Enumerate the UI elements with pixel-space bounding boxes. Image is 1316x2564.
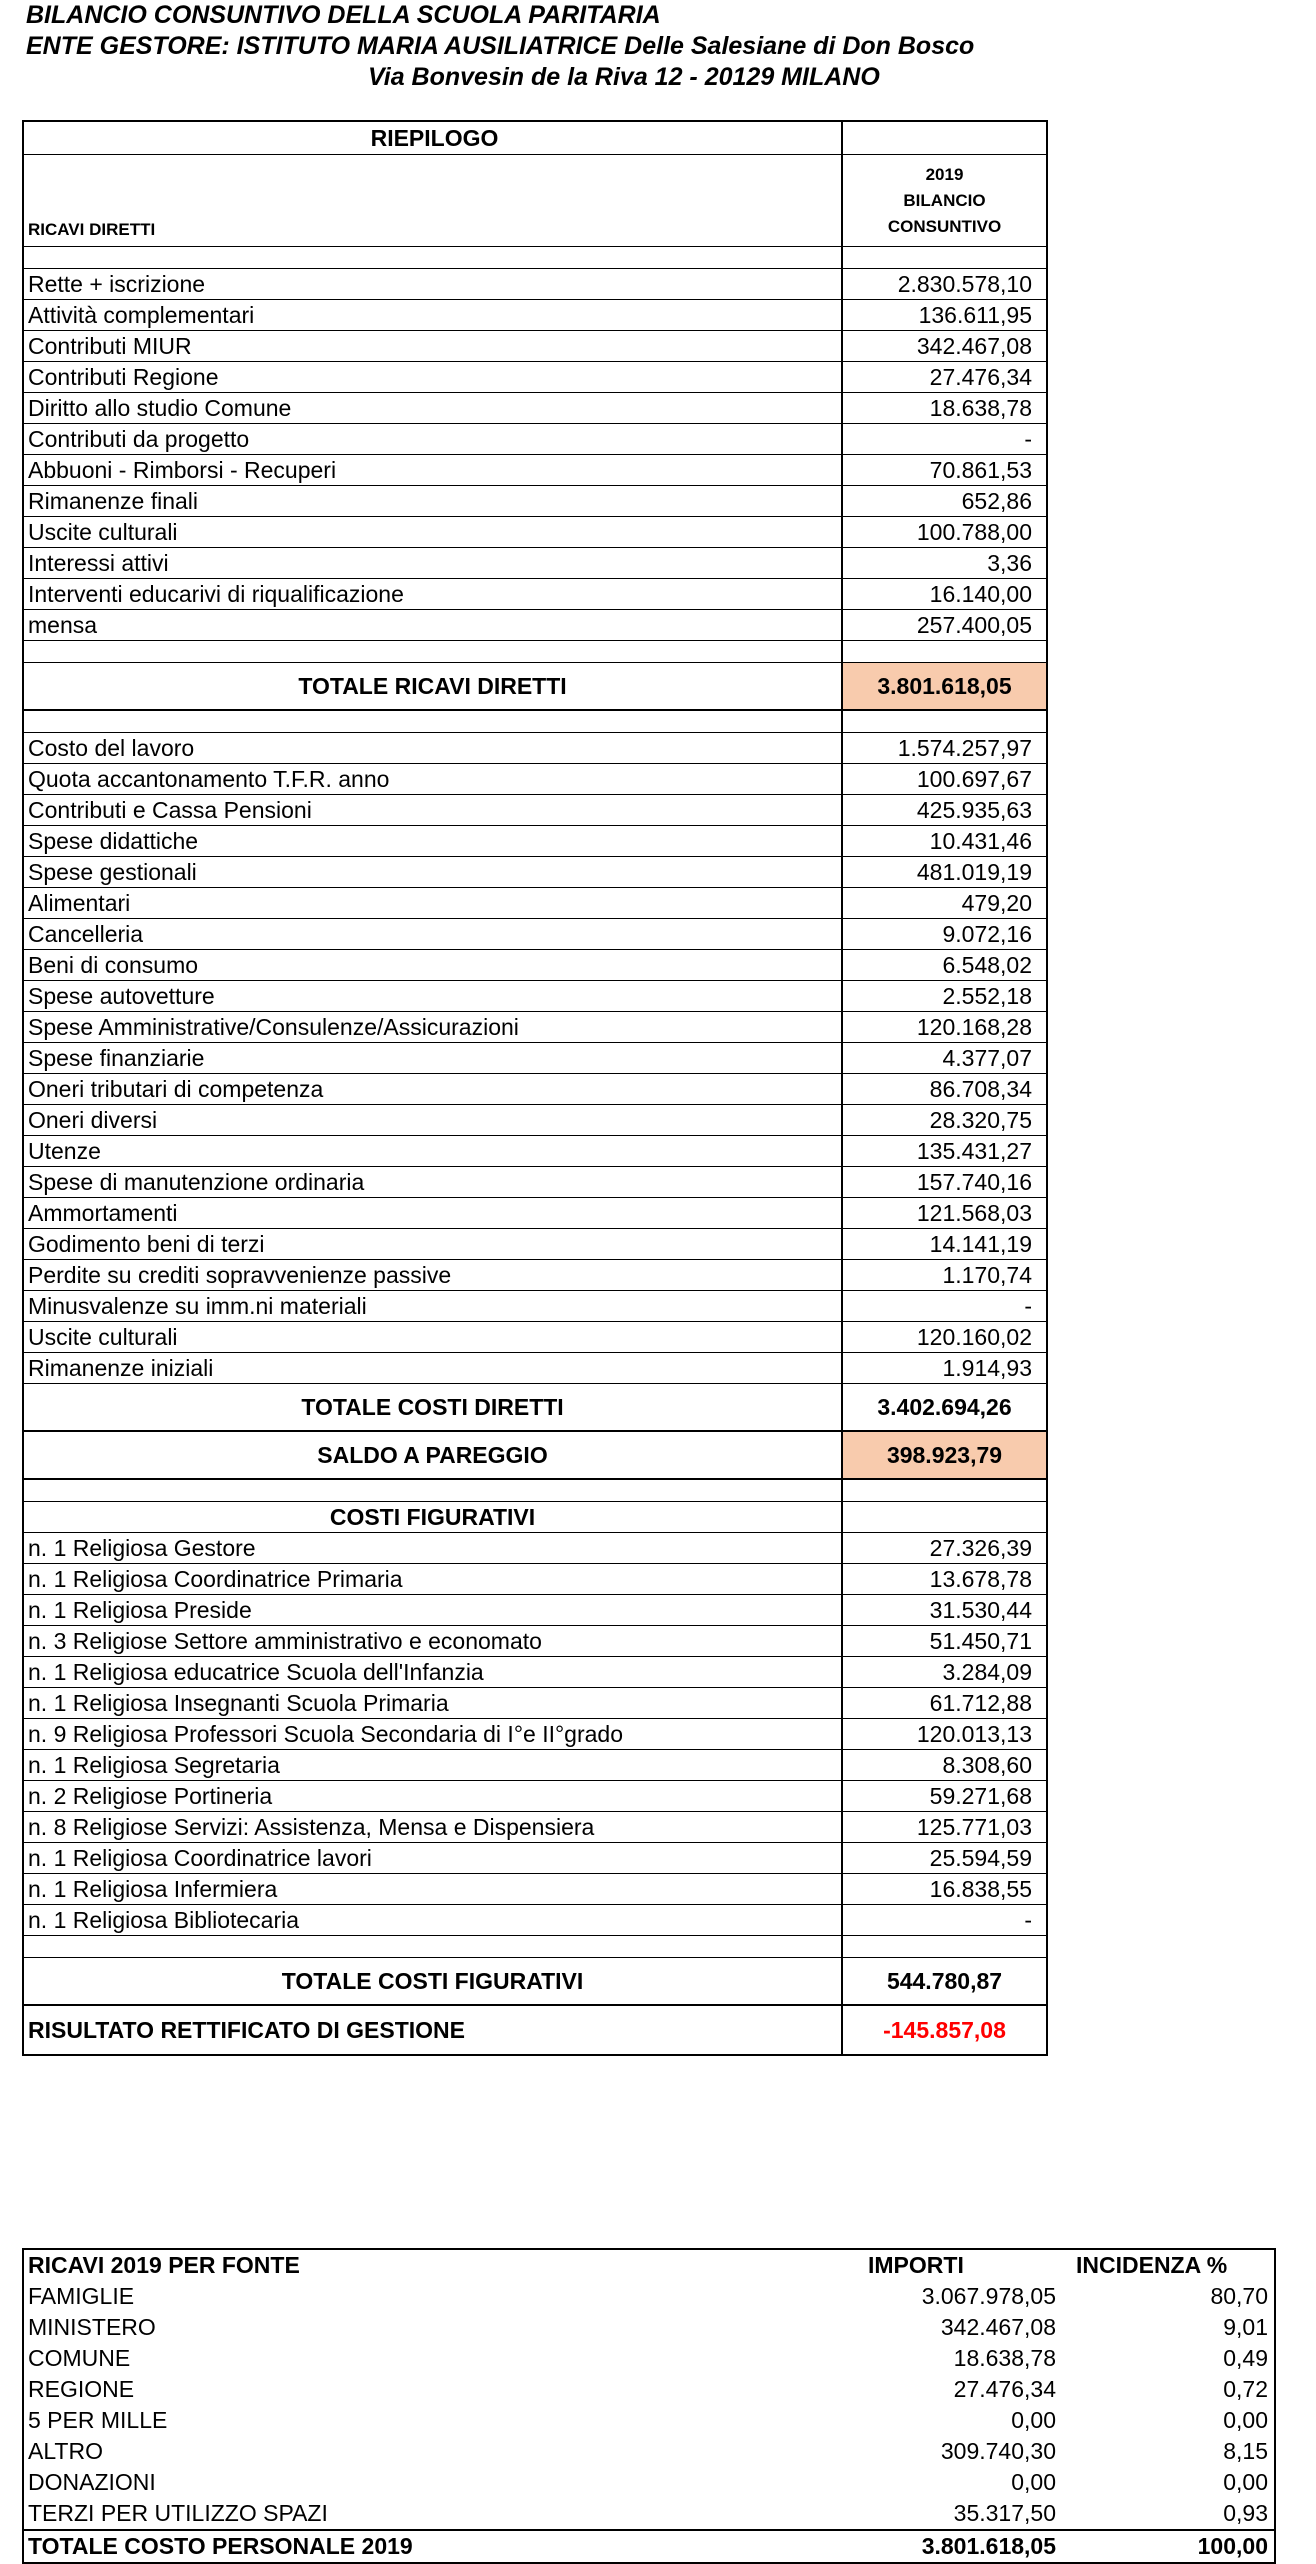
costi-row (24, 1198, 1046, 1229)
fonti-label: FAMIGLIE (28, 2283, 135, 2309)
bilancio-label: BILANCIO (903, 190, 986, 210)
fonti-importo: 342.467,08 (940, 2314, 1056, 2340)
figurativi-row-value: 8.308,60 (942, 1751, 1032, 1778)
ricavi-section (24, 269, 1046, 641)
ricavi-row (24, 610, 1046, 641)
totale-ricavi-label: TOTALE RICAVI DIRETTI (24, 663, 843, 709)
summary-title-row (24, 122, 1046, 155)
costi-row-label: Spese di manutenzione ordinaria (24, 1167, 843, 1197)
ricavi-row-label: Interessi attivi (24, 548, 843, 578)
costi-row-label: Quota accantonamento T.F.R. anno (24, 764, 843, 794)
figurativi-row-value: 13.678,78 (929, 1565, 1032, 1592)
ricavi-row (24, 424, 1046, 455)
incidenza-header: INCIDENZA % (1076, 2252, 1228, 2278)
costi-row-value: - (1024, 1292, 1032, 1319)
fonti-row (24, 2405, 1274, 2436)
costi-row-label: Spese finanziarie (24, 1043, 843, 1073)
ricavi-diretti-header: RICAVI DIRETTI (24, 155, 843, 246)
costi-row-label: Alimentari (24, 888, 843, 918)
fonti-row (24, 2343, 1274, 2374)
ricavi-row-value: 136.611,95 (918, 301, 1032, 328)
costi-row-value: 479,20 (961, 889, 1032, 916)
fonti-incidenza: 0,72 (1223, 2376, 1268, 2402)
costi-row-value: 1.170,74 (942, 1261, 1032, 1288)
costi-row (24, 919, 1046, 950)
costi-row-label: Spese autovetture (24, 981, 843, 1011)
costi-row (24, 795, 1046, 826)
figurativi-row (24, 1719, 1046, 1750)
figurativi-row-value: 59.271,68 (929, 1782, 1032, 1809)
risultato-value: -145.857,08 (883, 2016, 1006, 2043)
figurativi-row-value: - (1024, 1906, 1032, 1933)
figurativi-row-value: 31.530,44 (929, 1596, 1032, 1623)
ricavi-row-label: Diritto allo studio Comune (24, 393, 843, 423)
figurativi-row-label: n. 1 Religiosa educatrice Scuola dell'Infanzia (24, 1657, 843, 1687)
figurativi-row-label: n. 1 Religiosa Coordinatrice lavori (24, 1843, 843, 1873)
ricavi-row-label: Contributi Regione (24, 362, 843, 392)
saldo-label: SALDO A PAREGGIO (24, 1432, 843, 1478)
fonti-label: 5 PER MILLE (28, 2407, 168, 2433)
figurativi-row (24, 1564, 1046, 1595)
entity-address: Via Bonvesin de la Riva 12 - 20129 MILANO (368, 63, 880, 91)
ricavi-row-value: - (1024, 425, 1032, 452)
costi-row-value: 1.914,93 (942, 1354, 1032, 1381)
costi-row-value: 14.141,19 (929, 1230, 1032, 1257)
figurativi-row-label: n. 1 Religiosa Coordinatrice Primaria (24, 1564, 843, 1594)
ricavi-row (24, 300, 1046, 331)
costi-row-value: 120.168,28 (916, 1013, 1032, 1040)
fonti-row (24, 2374, 1274, 2405)
fonti-incidenza: 0,93 (1223, 2500, 1268, 2526)
figurativi-row (24, 1626, 1046, 1657)
costi-row (24, 1353, 1046, 1384)
fonti-rows (24, 2281, 1274, 2529)
fonti-importo: 3.067.978,05 (921, 2283, 1056, 2309)
figurativi-row-label: n. 1 Religiosa Insegnanti Scuola Primaria (24, 1688, 843, 1718)
costi-row-value: 10.431,46 (929, 827, 1032, 854)
costi-row-value: 1.574.257,97 (897, 734, 1032, 761)
fonti-row (24, 2436, 1274, 2467)
figurativi-row-value: 27.326,39 (929, 1534, 1032, 1561)
totale-figurativi-label: TOTALE COSTI FIGURATIVI (24, 1958, 843, 2004)
ricavi-row-label: Contributi da progetto (24, 424, 843, 454)
figurativi-row-label: n. 1 Religiosa Bibliotecaria (24, 1905, 843, 1935)
figurativi-row-label: n. 1 Religiosa Preside (24, 1595, 843, 1625)
costi-row (24, 1291, 1046, 1322)
figurativi-row-value: 25.594,59 (929, 1844, 1032, 1871)
ricavi-row (24, 486, 1046, 517)
figurativi-row-label: n. 2 Religiose Portineria (24, 1781, 843, 1811)
figurativi-row-label: n. 1 Religiosa Gestore (24, 1533, 843, 1563)
fonti-label: TERZI PER UTILIZZO SPAZI (28, 2500, 328, 2526)
fonti-importo: 0,00 (1011, 2469, 1056, 2495)
importi-header: IMPORTI (868, 2252, 964, 2278)
risultato-row (24, 2006, 1046, 2054)
costi-row-label: Minusvalenze su imm.ni materiali (24, 1291, 843, 1321)
figurativi-row-value: 51.450,71 (929, 1627, 1032, 1654)
costi-row-label: Costo del lavoro (24, 733, 843, 763)
costi-row-value: 425.935,63 (916, 796, 1032, 823)
saldo-row (24, 1432, 1046, 1480)
costi-row-label: Utenze (24, 1136, 843, 1166)
costi-row (24, 764, 1046, 795)
fonti-row (24, 2281, 1274, 2312)
ricavi-row-value: 342.467,08 (916, 332, 1032, 359)
ricavi-row (24, 269, 1046, 300)
ricavi-row-label: Attività complementari (24, 300, 843, 330)
ricavi-row-value: 3,36 (987, 549, 1032, 576)
risultato-label: RISULTATO RETTIFICATO DI GESTIONE (24, 2006, 843, 2054)
figurativi-row-value: 125.771,03 (916, 1813, 1032, 1840)
totale-figurativi-value: 544.780,87 (886, 1967, 1003, 1994)
fonti-total-row (24, 2529, 1274, 2562)
fonti-row (24, 2498, 1274, 2529)
costi-row-value: 100.697,67 (916, 765, 1032, 792)
fonti-incidenza: 9,01 (1223, 2314, 1268, 2340)
costi-row-label: Godimento beni di terzi (24, 1229, 843, 1259)
figurativi-row-label: n. 1 Religiosa Infermiera (24, 1874, 843, 1904)
figurativi-row (24, 1874, 1046, 1905)
figurativi-row-label: n. 8 Religiose Servizi: Assistenza, Mensa e Dispensiera (24, 1812, 843, 1842)
ricavi-row-label: Rimanenze finali (24, 486, 843, 516)
fonti-incidenza: 0,00 (1223, 2469, 1268, 2495)
ricavi-row-value: 257.400,05 (916, 611, 1032, 638)
costi-row-label: Oneri tributari di competenza (24, 1074, 843, 1104)
ricavi-row (24, 362, 1046, 393)
ricavi-row-label: Abbuoni - Rimborsi - Recuperi (24, 455, 843, 485)
fonti-total-importo: 3.801.618,05 (921, 2533, 1056, 2559)
figurativi-row-value: 120.013,13 (916, 1720, 1032, 1747)
fonti-row (24, 2312, 1274, 2343)
ricavi-row (24, 455, 1046, 486)
costi-row (24, 1229, 1046, 1260)
costi-row (24, 1260, 1046, 1291)
figurativi-row (24, 1533, 1046, 1564)
costi-row-label: Beni di consumo (24, 950, 843, 980)
fonti-total-label: TOTALE COSTO PERSONALE 2019 (28, 2533, 413, 2559)
fonti-header-label: RICAVI 2019 PER FONTE (28, 2252, 300, 2278)
costi-row-label: Spese Amministrative/Consulenze/Assicurazioni (24, 1012, 843, 1042)
ricavi-row (24, 579, 1046, 610)
costi-row (24, 1074, 1046, 1105)
ricavi-row-value: 652,86 (961, 487, 1032, 514)
ricavi-row-label: Interventi educarivi di riqualificazione (24, 579, 843, 609)
ricavi-row-value: 27.476,34 (929, 363, 1032, 390)
costi-row-label: Rimanenze iniziali (24, 1353, 843, 1383)
figurativi-row (24, 1905, 1046, 1936)
ricavi-per-fonte-table (22, 2248, 1276, 2564)
costi-row-label: Uscite culturali (24, 1322, 843, 1352)
summary-title: RIEPILOGO (24, 122, 843, 154)
costi-row-label: Spese didattiche (24, 826, 843, 856)
totale-costi-row (24, 1384, 1046, 1432)
costi-row (24, 1012, 1046, 1043)
column-header-row (24, 155, 1046, 247)
totale-ricavi-value: 3.801.618,05 (843, 663, 1046, 709)
costi-row (24, 733, 1046, 764)
costi-row-label: Contributi e Cassa Pensioni (24, 795, 843, 825)
costi-row (24, 950, 1046, 981)
costi-row-label: Spese gestionali (24, 857, 843, 887)
costi-row-label: Oneri diversi (24, 1105, 843, 1135)
costi-row-label: Perdite su crediti sopravvenienze passive (24, 1260, 843, 1290)
costi-row-value: 135.431,27 (916, 1137, 1032, 1164)
costi-section (24, 733, 1046, 1384)
costi-row (24, 888, 1046, 919)
figurativi-row-label: n. 9 Religiosa Professori Scuola Secondaria di I°e II°grado (24, 1719, 843, 1749)
ricavi-row-value: 16.140,00 (929, 580, 1032, 607)
fonti-importo: 0,00 (1011, 2407, 1056, 2433)
totale-costi-label: TOTALE COSTI DIRETTI (24, 1384, 843, 1430)
fonti-label: COMUNE (28, 2345, 131, 2371)
document-title: BILANCIO CONSUNTIVO DELLA SCUOLA PARITARIA (26, 1, 661, 29)
figurativi-row (24, 1812, 1046, 1843)
costi-row (24, 826, 1046, 857)
costi-row (24, 1322, 1046, 1353)
totale-ricavi-row (24, 663, 1046, 711)
costi-row-value: 28.320,75 (929, 1106, 1032, 1133)
year-column-header (843, 155, 1046, 246)
consuntivo-label: CONSUNTIVO (887, 216, 1002, 236)
totale-costi-value: 3.402.694,26 (877, 1393, 1012, 1420)
figurativi-row-value: 3.284,09 (942, 1658, 1032, 1685)
ricavi-row-label: Uscite culturali (24, 517, 843, 547)
costi-row-value: 121.568,03 (916, 1199, 1032, 1226)
figurativi-row (24, 1595, 1046, 1626)
costi-row (24, 981, 1046, 1012)
fonti-label: MINISTERO (28, 2314, 156, 2340)
costi-row (24, 1167, 1046, 1198)
costi-row (24, 1043, 1046, 1074)
figurativi-row-value: 61.712,88 (929, 1689, 1032, 1716)
costi-row-value: 6.548,02 (942, 951, 1032, 978)
fonti-importo: 35.317,50 (953, 2500, 1056, 2526)
ricavi-row-label: Rette + iscrizione (24, 269, 843, 299)
fonti-incidenza: 8,15 (1223, 2438, 1268, 2464)
fonti-incidenza: 80,70 (1210, 2283, 1268, 2309)
summary-table (22, 120, 1048, 2056)
figurativi-row-value: 16.838,55 (929, 1875, 1032, 1902)
costi-row (24, 857, 1046, 888)
fonti-row (24, 2467, 1274, 2498)
fonti-incidenza: 0,49 (1223, 2345, 1268, 2371)
ricavi-row-value: 2.830.578,10 (897, 270, 1032, 297)
saldo-value: 398.923,79 (843, 1432, 1046, 1478)
ricavi-row (24, 331, 1046, 362)
ricavi-row-value: 100.788,00 (916, 518, 1032, 545)
figurativi-row-label: n. 1 Religiosa Segretaria (24, 1750, 843, 1780)
costi-row-label: Cancelleria (24, 919, 843, 949)
ricavi-row (24, 393, 1046, 424)
costi-row (24, 1105, 1046, 1136)
year-label: 2019 (925, 164, 964, 184)
fonti-importo: 309.740,30 (940, 2438, 1056, 2464)
ricavi-row-label: Contributi MIUR (24, 331, 843, 361)
fonti-header-row (24, 2250, 1274, 2281)
figurativi-title-row (24, 1502, 1046, 1533)
ricavi-row (24, 548, 1046, 579)
fonti-incidenza: 0,00 (1223, 2407, 1268, 2433)
costi-row-value: 2.552,18 (942, 982, 1032, 1009)
costi-row-value: 4.377,07 (942, 1044, 1032, 1071)
costi-row-value: 157.740,16 (916, 1168, 1032, 1195)
costi-row-value: 9.072,16 (942, 920, 1032, 947)
fonti-importo: 18.638,78 (953, 2345, 1056, 2371)
fonti-total-incidenza: 100,00 (1197, 2533, 1268, 2559)
figurativi-row (24, 1843, 1046, 1874)
figurativi-title: COSTI FIGURATIVI (24, 1502, 843, 1532)
figurativi-section (24, 1533, 1046, 1936)
figurativi-row (24, 1657, 1046, 1688)
ricavi-row-value: 70.861,53 (929, 456, 1032, 483)
ricavi-row (24, 517, 1046, 548)
fonti-label: ALTRO (28, 2438, 103, 2464)
costi-row-value: 120.160,02 (916, 1323, 1032, 1350)
fonti-label: DONAZIONI (28, 2469, 156, 2495)
fonti-importo: 27.476,34 (953, 2376, 1056, 2402)
figurativi-row (24, 1781, 1046, 1812)
figurativi-row-label: n. 3 Religiose Settore amministrativo e economato (24, 1626, 843, 1656)
figurativi-row (24, 1688, 1046, 1719)
ricavi-row-label: mensa (24, 610, 843, 640)
ricavi-row-value: 18.638,78 (929, 394, 1032, 421)
entity-name: ENTE GESTORE: ISTITUTO MARIA AUSILIATRICE Delle Salesiane di Don Bosco (26, 32, 975, 60)
costi-row (24, 1136, 1046, 1167)
fonti-label: REGIONE (28, 2376, 135, 2402)
figurativi-row (24, 1750, 1046, 1781)
costi-row-label: Ammortamenti (24, 1198, 843, 1228)
costi-row-value: 86.708,34 (929, 1075, 1032, 1102)
totale-figurativi-row (24, 1958, 1046, 2006)
costi-row-value: 481.019,19 (916, 858, 1032, 885)
